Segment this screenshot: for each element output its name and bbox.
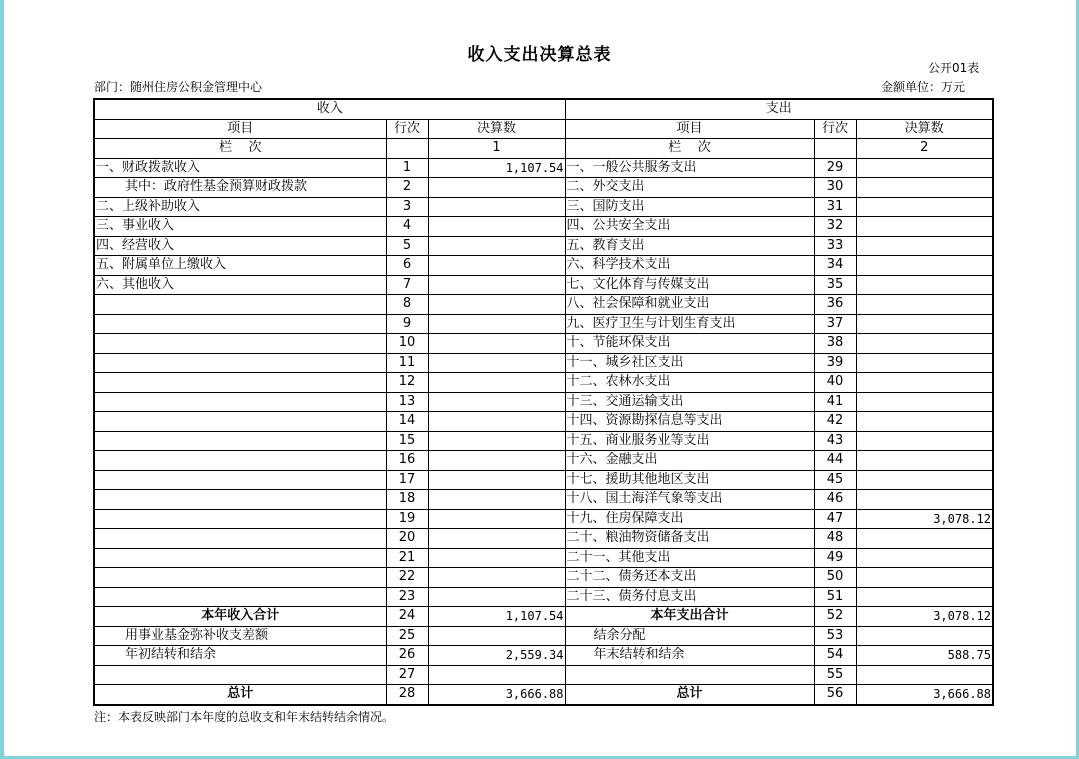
income-amount-cell <box>428 431 565 451</box>
expense-item-cell: 五、教育支出 <box>565 236 814 256</box>
income-item-header: 项目 <box>94 119 386 139</box>
department-label: 部门：随州住房公积金管理中心 <box>94 80 263 94</box>
income-line-cell: 22 <box>386 568 428 588</box>
expense-amount-cell <box>856 197 993 217</box>
expense-section-header: 支出 <box>565 99 993 119</box>
income-item-cell: 二、上级补助收入 <box>94 197 386 217</box>
income-line-cell: 28 <box>386 685 428 705</box>
expense-line-cell: 32 <box>814 217 856 237</box>
expense-item-cell: 十五、商业服务业等支出 <box>565 431 814 451</box>
expense-item-cell: 十七、援助其他地区支出 <box>565 470 814 490</box>
expense-column-line-blank <box>814 139 856 159</box>
income-line-cell: 27 <box>386 665 428 685</box>
expense-line-cell: 51 <box>814 587 856 607</box>
table-row <box>94 236 993 256</box>
income-amount-cell <box>428 451 565 471</box>
expense-amount-cell <box>856 178 993 198</box>
expense-item-cell: 九、医疗卫生与计划生育支出 <box>565 314 814 334</box>
expense-amount-cell <box>856 490 993 510</box>
income-line-cell: 21 <box>386 548 428 568</box>
expense-item-cell: 六、科学技术支出 <box>565 256 814 276</box>
income-line-cell: 26 <box>386 646 428 666</box>
expense-line-cell: 49 <box>814 548 856 568</box>
expense-amount-cell <box>856 392 993 412</box>
income-amount-cell <box>428 529 565 549</box>
expense-amount-cell: 588.75 <box>856 646 993 666</box>
table-row <box>94 431 993 451</box>
expense-line-header: 行次 <box>814 119 856 139</box>
expense-line-cell: 44 <box>814 451 856 471</box>
expense-line-cell: 40 <box>814 373 856 393</box>
expense-amount-cell <box>856 470 993 490</box>
income-item-cell: 年初结转和结余 <box>94 646 386 666</box>
expense-amount-cell <box>856 275 993 295</box>
income-line-cell: 3 <box>386 197 428 217</box>
expense-amount-cell: 3,078.12 <box>856 509 993 529</box>
expense-amount-cell <box>856 529 993 549</box>
column-header-row <box>94 119 993 139</box>
income-line-cell: 17 <box>386 470 428 490</box>
expense-item-cell: 三、国防支出 <box>565 197 814 217</box>
income-item-cell <box>94 353 386 373</box>
income-line-cell: 1 <box>386 158 428 178</box>
expense-item-header: 项目 <box>565 119 814 139</box>
column-index-row <box>94 139 993 159</box>
table-row <box>94 587 993 607</box>
income-line-cell: 23 <box>386 587 428 607</box>
income-line-cell: 12 <box>386 373 428 393</box>
income-line-cell: 25 <box>386 626 428 646</box>
expense-line-cell: 48 <box>814 529 856 549</box>
expense-item-cell: 年末结转和结余 <box>565 646 814 666</box>
income-line-cell: 7 <box>386 275 428 295</box>
table-row <box>94 275 993 295</box>
expense-line-cell: 31 <box>814 197 856 217</box>
income-line-cell: 16 <box>386 451 428 471</box>
table-row <box>94 529 993 549</box>
table-row <box>94 178 993 198</box>
income-amount-cell <box>428 178 565 198</box>
expense-line-cell: 34 <box>814 256 856 276</box>
expense-amount-cell <box>856 236 993 256</box>
expense-item-cell: 四、公共安全支出 <box>565 217 814 237</box>
income-item-cell <box>94 665 386 685</box>
expense-item-cell: 十四、资源勘探信息等支出 <box>565 412 814 432</box>
income-column-line-blank <box>386 139 428 159</box>
income-item-cell <box>94 587 386 607</box>
income-amount-header: 决算数 <box>428 119 565 139</box>
expense-item-cell: 十一、城乡社区支出 <box>565 353 814 373</box>
income-line-cell: 2 <box>386 178 428 198</box>
income-item-cell: 五、附属单位上缴收入 <box>94 256 386 276</box>
expense-item-cell: 二十三、债务付息支出 <box>565 587 814 607</box>
expense-item-cell <box>565 665 814 685</box>
amount-unit-label: 金额单位：万元 <box>881 80 966 94</box>
income-line-cell: 4 <box>386 217 428 237</box>
income-amount-cell <box>428 314 565 334</box>
income-amount-cell <box>428 587 565 607</box>
expense-line-cell: 33 <box>814 236 856 256</box>
expense-line-cell: 47 <box>814 509 856 529</box>
expense-line-cell: 46 <box>814 490 856 510</box>
income-line-cell: 14 <box>386 412 428 432</box>
expense-line-cell: 35 <box>814 275 856 295</box>
income-item-cell <box>94 568 386 588</box>
income-item-cell: 六、其他收入 <box>94 275 386 295</box>
income-item-cell <box>94 529 386 549</box>
income-amount-cell <box>428 470 565 490</box>
income-amount-cell: 2,559.34 <box>428 646 565 666</box>
expense-amount-cell <box>856 451 993 471</box>
expense-item-cell: 本年支出合计 <box>565 607 814 627</box>
expense-line-cell: 38 <box>814 334 856 354</box>
expense-amount-cell <box>856 626 993 646</box>
expense-amount-cell <box>856 158 993 178</box>
income-item-cell: 本年收入合计 <box>94 607 386 627</box>
expense-amount-cell <box>856 217 993 237</box>
income-amount-cell <box>428 412 565 432</box>
income-line-cell: 11 <box>386 353 428 373</box>
expense-line-cell: 56 <box>814 685 856 705</box>
income-item-cell <box>94 412 386 432</box>
table-row <box>94 646 993 666</box>
expense-item-cell: 十三、交通运输支出 <box>565 392 814 412</box>
expense-amount-cell: 3,078.12 <box>856 607 993 627</box>
income-line-cell: 19 <box>386 509 428 529</box>
income-amount-cell <box>428 392 565 412</box>
table-row <box>94 256 993 276</box>
subtotal-row <box>94 607 993 627</box>
income-amount-cell <box>428 548 565 568</box>
table-row <box>94 334 993 354</box>
expense-item-cell: 结余分配 <box>565 626 814 646</box>
expense-amount-cell <box>856 373 993 393</box>
expense-line-cell: 36 <box>814 295 856 315</box>
expense-amount-cell <box>856 256 993 276</box>
form-number: 公开01表 <box>928 61 980 75</box>
table-row <box>94 626 993 646</box>
income-line-cell: 20 <box>386 529 428 549</box>
table-row <box>94 451 993 471</box>
income-amount-cell: 1,107.54 <box>428 607 565 627</box>
income-column-label: 栏 次 <box>94 139 386 159</box>
expense-line-cell: 30 <box>814 178 856 198</box>
expense-column-number: 2 <box>856 139 993 159</box>
income-line-cell: 9 <box>386 314 428 334</box>
page-title: 收入支出决算总表 <box>467 45 612 65</box>
income-line-cell: 13 <box>386 392 428 412</box>
expense-item-cell: 二、外交支出 <box>565 178 814 198</box>
expense-item-cell: 二十、粮油物资储备支出 <box>565 529 814 549</box>
expense-item-cell: 一、一般公共服务支出 <box>565 158 814 178</box>
income-expense-table <box>93 98 994 706</box>
income-item-cell <box>94 334 386 354</box>
total-row <box>94 685 993 705</box>
expense-item-cell: 二十二、债务还本支出 <box>565 568 814 588</box>
footnote: 注：本表反映部门本年度的总收支和年末结转结余情况。 <box>94 710 395 724</box>
income-line-cell: 24 <box>386 607 428 627</box>
table-row <box>94 295 993 315</box>
expense-line-cell: 52 <box>814 607 856 627</box>
table-row <box>94 158 993 178</box>
expense-line-cell: 37 <box>814 314 856 334</box>
income-section-header: 收入 <box>94 99 565 119</box>
income-amount-cell <box>428 256 565 276</box>
expense-line-cell: 55 <box>814 665 856 685</box>
section-header-row <box>94 99 993 119</box>
window-frame-left <box>0 0 4 759</box>
expense-amount-cell <box>856 314 993 334</box>
income-item-cell <box>94 373 386 393</box>
income-line-cell: 18 <box>386 490 428 510</box>
expense-line-cell: 43 <box>814 431 856 451</box>
income-amount-cell <box>428 626 565 646</box>
expense-amount-cell <box>856 665 993 685</box>
income-amount-cell <box>428 568 565 588</box>
table-row <box>94 568 993 588</box>
table-row <box>94 548 993 568</box>
income-item-cell <box>94 314 386 334</box>
table-row <box>94 470 993 490</box>
income-item-cell <box>94 470 386 490</box>
income-amount-cell <box>428 353 565 373</box>
table-row <box>94 314 993 334</box>
income-line-cell: 10 <box>386 334 428 354</box>
expense-item-cell: 十、节能环保支出 <box>565 334 814 354</box>
table-row <box>94 197 993 217</box>
income-item-cell <box>94 509 386 529</box>
expense-item-cell: 总计 <box>565 685 814 705</box>
income-amount-cell: 3,666.88 <box>428 685 565 705</box>
table-row <box>94 509 993 529</box>
expense-amount-cell <box>856 568 993 588</box>
income-amount-cell <box>428 373 565 393</box>
expense-item-cell: 十六、金融支出 <box>565 451 814 471</box>
expense-item-cell: 七、文化体育与传媒支出 <box>565 275 814 295</box>
income-amount-cell <box>428 509 565 529</box>
income-item-cell: 四、经营收入 <box>94 236 386 256</box>
income-line-cell: 15 <box>386 431 428 451</box>
income-item-cell <box>94 451 386 471</box>
expense-line-cell: 39 <box>814 353 856 373</box>
expense-column-label: 栏 次 <box>565 139 814 159</box>
table-row <box>94 490 993 510</box>
expense-item-cell: 八、社会保障和就业支出 <box>565 295 814 315</box>
income-amount-cell <box>428 217 565 237</box>
income-item-cell: 一、财政拨款收入 <box>94 158 386 178</box>
expense-amount-cell <box>856 334 993 354</box>
income-item-cell <box>94 548 386 568</box>
expense-amount-cell: 3,666.88 <box>856 685 993 705</box>
income-line-cell: 6 <box>386 256 428 276</box>
expense-line-cell: 54 <box>814 646 856 666</box>
expense-amount-cell <box>856 587 993 607</box>
table-row <box>94 373 993 393</box>
income-line-header: 行次 <box>386 119 428 139</box>
income-item-cell: 其中：政府性基金预算财政拨款 <box>94 178 386 198</box>
expense-line-cell: 29 <box>814 158 856 178</box>
table-row <box>94 665 993 685</box>
income-amount-cell <box>428 334 565 354</box>
expense-item-cell: 十二、农林水支出 <box>565 373 814 393</box>
income-line-cell: 5 <box>386 236 428 256</box>
income-item-cell <box>94 295 386 315</box>
expense-item-cell: 二十一、其他支出 <box>565 548 814 568</box>
expense-amount-header: 决算数 <box>856 119 993 139</box>
income-line-cell: 8 <box>386 295 428 315</box>
expense-item-cell: 十九、住房保障支出 <box>565 509 814 529</box>
income-amount-cell <box>428 665 565 685</box>
table-row <box>94 412 993 432</box>
expense-line-cell: 53 <box>814 626 856 646</box>
expense-amount-cell <box>856 353 993 373</box>
income-item-cell: 用事业基金弥补收支差额 <box>94 626 386 646</box>
income-amount-cell <box>428 236 565 256</box>
expense-line-cell: 41 <box>814 392 856 412</box>
table-row <box>94 392 993 412</box>
expense-line-cell: 50 <box>814 568 856 588</box>
income-amount-cell: 1,107.54 <box>428 158 565 178</box>
table-row <box>94 353 993 373</box>
income-amount-cell <box>428 295 565 315</box>
expense-amount-cell <box>856 412 993 432</box>
expense-amount-cell <box>856 431 993 451</box>
expense-item-cell: 十八、国土海洋气象等支出 <box>565 490 814 510</box>
income-item-cell: 三、事业收入 <box>94 217 386 237</box>
income-amount-cell <box>428 275 565 295</box>
income-item-cell <box>94 490 386 510</box>
income-column-number: 1 <box>428 139 565 159</box>
expense-amount-cell <box>856 295 993 315</box>
income-item-cell <box>94 431 386 451</box>
income-amount-cell <box>428 197 565 217</box>
income-item-cell <box>94 392 386 412</box>
income-amount-cell <box>428 490 565 510</box>
expense-amount-cell <box>856 548 993 568</box>
expense-line-cell: 42 <box>814 412 856 432</box>
table-row <box>94 217 993 237</box>
expense-line-cell: 45 <box>814 470 856 490</box>
income-item-cell: 总计 <box>94 685 386 705</box>
